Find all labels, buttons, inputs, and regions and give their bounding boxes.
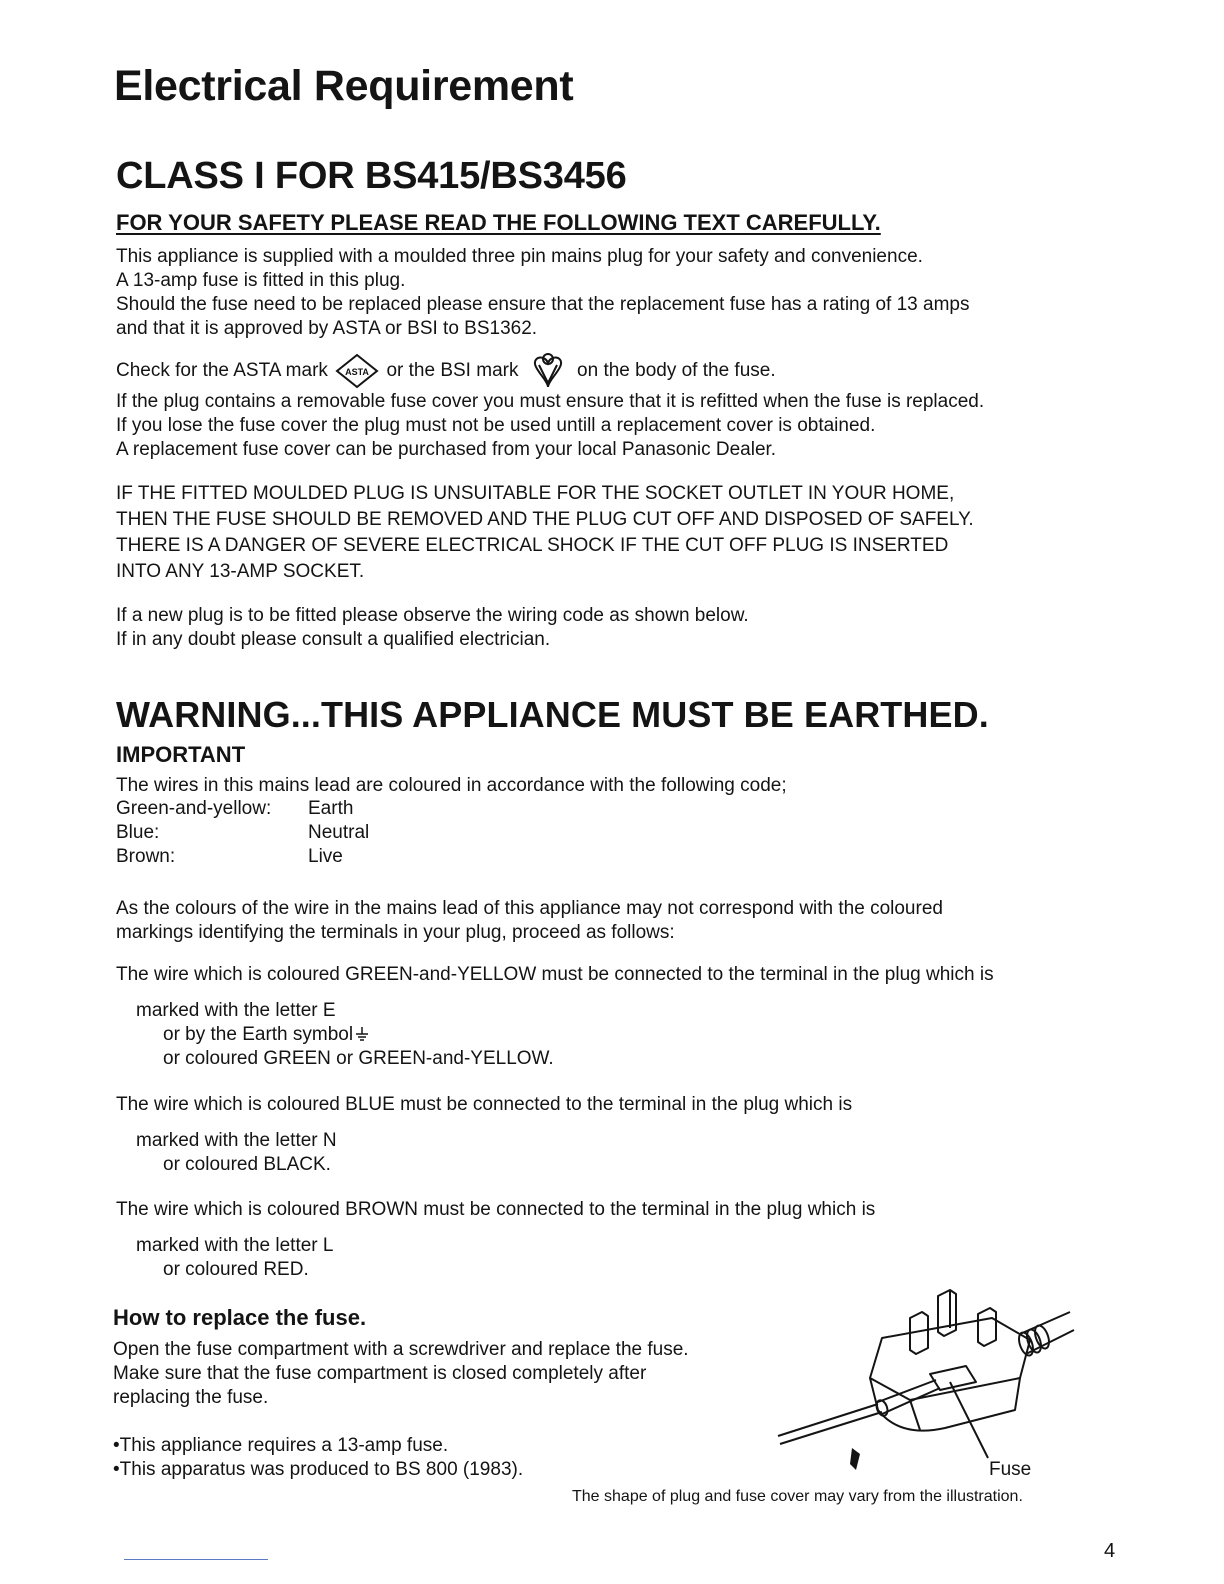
brown-marked: marked with the letter L	[136, 1235, 334, 1256]
safety-heading: FOR YOUR SAFETY PLEASE READ THE FOLLOWING TEXT CAREFULLY.	[116, 210, 881, 235]
warning-heading: WARNING...THIS APPLIANCE MUST BE EARTHED.	[116, 694, 989, 735]
blue-marked: marked with the letter N	[136, 1130, 337, 1151]
check-text-2: or the BSI mark	[386, 360, 519, 382]
cover-line: If the plug contains a removable fuse cover you must ensure that it is refitted when the fuse is replaced.	[116, 391, 985, 412]
intro-line: A 13-amp fuse is fitted in this plug.	[116, 270, 406, 291]
bullet-item: •This appliance requires a 13-amp fuse.	[113, 1435, 449, 1456]
class-heading: CLASS I FOR BS415/BS3456	[116, 155, 627, 197]
caps-line: THERE IS A DANGER OF SEVERE ELECTRICAL SHOCK IF THE CUT OFF PLUG IS INSERTED	[116, 535, 949, 556]
wire-colour: Brown:	[116, 846, 176, 867]
unsuitable-plug-warning	[116, 481, 974, 585]
colours-note-line: markings identifying the terminals in your plug, proceed as follows:	[116, 922, 675, 943]
intro-line: Should the fuse need to be replaced please ensure that the replacement fuse has a rating of 13 amps	[116, 294, 970, 315]
wire-colour: Blue:	[116, 822, 160, 843]
caps-line: IF THE FITTED MOULDED PLUG IS UNSUITABLE FOR THE SOCKET OUTLET IN YOUR HOME,	[116, 483, 955, 504]
colours-note-line: As the colours of the wire in the mains lead of this appliance may not correspond with the coloured	[116, 898, 943, 919]
earth-symbol-line	[163, 1023, 369, 1047]
wire-colour: Green-and-yellow:	[116, 798, 272, 819]
fuse-label: Fuse	[989, 1459, 1032, 1480]
colours-note	[116, 897, 943, 945]
earth-marked: marked with the letter E	[136, 1000, 336, 1021]
wire-code-row	[116, 846, 343, 868]
footer-divider	[124, 1559, 268, 1560]
newplug-line: If a new plug is to be fitted please observe the wiring code as shown below.	[116, 605, 749, 626]
intro-line: and that it is approved by ASTA or BSI to BS1362.	[116, 318, 538, 339]
caps-line: INTO ANY 13-AMP SOCKET.	[116, 561, 365, 582]
wire-meaning: Neutral	[308, 822, 370, 843]
wire-meaning: Earth	[308, 798, 354, 819]
important-heading: IMPORTANT	[116, 742, 246, 767]
intro-line: This appliance is supplied with a moulded three pin mains plug for your safety and convenience.	[116, 246, 923, 267]
caps-line: THEN THE FUSE SHOULD BE REMOVED AND THE PLUG CUT OFF AND DISPOSED OF SAFELY.	[116, 509, 974, 530]
earth-wire-text: The wire which is coloured GREEN-and-YELLOW must be connected to the terminal in the plug which is	[116, 964, 994, 985]
fuse-cover-paragraph	[116, 390, 984, 462]
earth-symbol-icon	[355, 1026, 369, 1042]
fuse-bullets	[113, 1434, 523, 1482]
asta-mark-icon	[335, 353, 379, 389]
page-number: 4	[1104, 1540, 1116, 1562]
fuse-heading: How to replace the fuse.	[113, 1305, 367, 1330]
check-text-1: Check for the ASTA mark	[116, 360, 328, 382]
cover-line: A replacement fuse cover can be purchased from your local Panasonic Dealer.	[116, 439, 777, 460]
blue-wire-text: The wire which is coloured BLUE must be connected to the terminal in the plug which is	[116, 1094, 853, 1115]
blue-coloured: or coloured BLACK.	[163, 1154, 331, 1175]
fuse-line: replacing the fuse.	[113, 1387, 269, 1408]
fuse-line: Open the fuse compartment with a screwdriver and replace the fuse.	[113, 1339, 689, 1360]
wire-code-row	[116, 822, 369, 844]
illustration-caption: The shape of plug and fuse cover may vary from the illustration.	[572, 1488, 1023, 1505]
earth-symbol-text: or by the Earth symbol	[163, 1024, 354, 1045]
check-text-3: on the body of the fuse.	[577, 360, 776, 382]
bsi-kitemark-icon	[528, 351, 568, 391]
plug-illustration	[770, 1278, 1080, 1483]
brown-coloured: or coloured RED.	[163, 1259, 309, 1280]
asta-mark-label: ASTA	[345, 367, 370, 377]
page-title: Electrical Requirement	[114, 62, 574, 110]
cover-line: If you lose the fuse cover the plug must not be used untill a replacement cover is obtained.	[116, 415, 876, 436]
bullet-item: •This apparatus was produced to BS 800 (1983).	[113, 1459, 524, 1480]
brown-wire-text: The wire which is coloured BROWN must be connected to the terminal in the plug which is	[116, 1199, 876, 1220]
wire-meaning: Live	[308, 846, 343, 867]
fuse-line: Make sure that the fuse compartment is closed completely after	[113, 1363, 647, 1384]
wire-code-row	[116, 798, 353, 820]
code-intro: The wires in this mains lead are coloured in accordance with the following code;	[116, 775, 787, 796]
check-marks-line	[116, 351, 776, 391]
earth-coloured: or coloured GREEN or GREEN-and-YELLOW.	[163, 1048, 554, 1069]
new-plug-paragraph	[116, 604, 749, 652]
newplug-line: If in any doubt please consult a qualified electrician.	[116, 629, 551, 650]
fuse-instructions	[113, 1338, 689, 1410]
intro-paragraph	[116, 245, 969, 341]
